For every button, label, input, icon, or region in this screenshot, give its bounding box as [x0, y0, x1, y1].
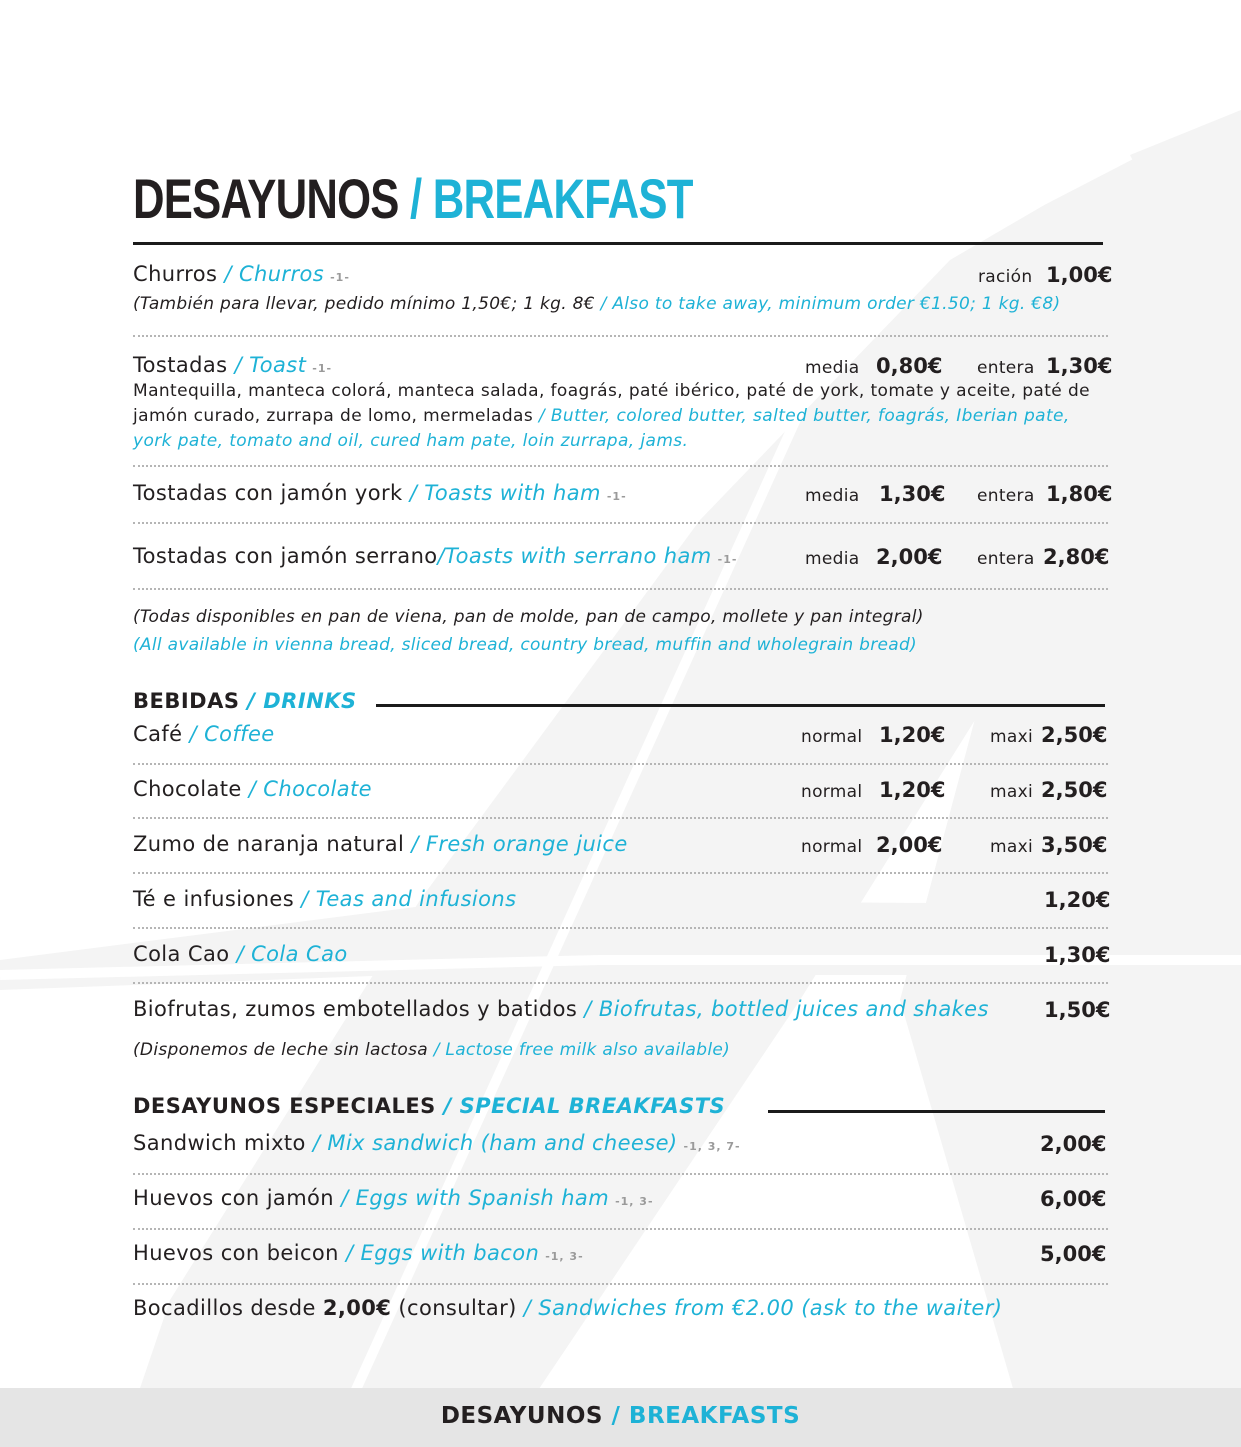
heading-en: / DRINKS	[247, 689, 357, 713]
price: 2,00€	[1040, 1132, 1107, 1156]
item-name-es: Bocadillos desde	[133, 1296, 316, 1320]
price-label: entera	[977, 549, 1035, 569]
section-rule	[376, 704, 1105, 707]
section-rule	[768, 1110, 1105, 1113]
menu-item-huevos-beicon	[133, 1241, 584, 1265]
divider	[133, 927, 1108, 929]
price-label: normal	[801, 782, 863, 802]
footer-title	[0, 1403, 1241, 1429]
item-name-es: Sandwich mixto	[133, 1131, 306, 1155]
footer-es: DESAYUNOS	[440, 1403, 603, 1429]
price-label: maxi	[990, 782, 1033, 802]
allergen-code: -1-	[312, 362, 333, 375]
price: 1,30€	[1046, 354, 1113, 378]
item-note-es: (consultar)	[398, 1296, 517, 1320]
divider	[133, 1173, 1108, 1175]
footer-en: / BREAKFASTS	[611, 1403, 801, 1429]
menu-item-zumo	[133, 832, 628, 856]
item-name-en: / Toast	[234, 353, 307, 377]
item-name-es: Cola Cao	[133, 942, 230, 966]
price-label: media	[805, 486, 860, 506]
menu-item-tostadas	[133, 353, 332, 377]
menu-item-biofrutas	[133, 997, 989, 1021]
item-name-es: Tostadas con jamón york	[133, 481, 403, 505]
tostadas-description	[133, 379, 1093, 454]
allergen-code: -1, 3, 7-	[683, 1140, 741, 1153]
menu-item-cafe	[133, 722, 275, 746]
divider	[133, 763, 1108, 765]
item-name-en: / Sandwiches from €2.00 (ask to the waiter)	[523, 1296, 1003, 1320]
divider	[133, 465, 1108, 467]
menu-item-sandwich	[133, 1131, 741, 1155]
divider	[133, 1228, 1108, 1230]
price-label: entera	[977, 358, 1035, 378]
price: 1,50€	[1044, 998, 1111, 1022]
bread-note-es: (Todas disponibles en pan de viena, pan de molde, pan de campo, mollete y pan integral)	[133, 607, 924, 627]
item-name-en: /Toasts with serrano ham	[437, 544, 712, 568]
title-es: DESAYUNOS	[133, 167, 399, 230]
section-heading-drinks	[133, 689, 357, 713]
allergen-code: -1, 3-	[545, 1250, 584, 1263]
item-name-en: / Cola Cao	[236, 942, 348, 966]
price: 1,20€	[1044, 888, 1111, 912]
item-name-en: / Coffee	[189, 722, 275, 746]
item-name-es: Churros	[133, 262, 218, 286]
menu-item-chocolate	[133, 777, 372, 801]
allergen-code: -1-	[717, 553, 738, 566]
menu-item-te	[133, 887, 516, 911]
heading-en: / SPECIAL BREAKFASTS	[443, 1094, 726, 1118]
price: 2,80€	[1043, 545, 1110, 569]
item-name-es: Tostadas	[133, 353, 228, 377]
price: 1,20€	[879, 723, 946, 747]
item-name-es: Zumo de naranja natural	[133, 832, 405, 856]
note-es: (También para llevar, pedido mínimo 1,50€; 1 kg. 8€	[133, 294, 595, 314]
price: 2,50€	[1041, 723, 1108, 747]
item-name-en: / Eggs with Spanish ham	[341, 1186, 610, 1210]
price-label: ración	[978, 267, 1033, 287]
divider	[133, 872, 1108, 874]
divider	[133, 522, 1108, 524]
item-name-es: Té e infusiones	[133, 887, 295, 911]
menu-item-tostadas-serrano	[133, 544, 737, 568]
price: 5,00€	[1040, 1242, 1107, 1266]
note-en: / Also to take away, minimum order €1.50; 1 kg. €8)	[600, 294, 1061, 314]
divider	[133, 817, 1108, 819]
churros-note	[133, 294, 1060, 314]
allergen-code: -1, 3-	[615, 1195, 654, 1208]
item-name-en: / Churros	[224, 262, 325, 286]
item-name-es: Biofrutas, zumos embotellados y batidos	[133, 997, 578, 1021]
item-name-en: / Chocolate	[248, 777, 372, 801]
allergen-code: -1-	[606, 490, 627, 503]
price: 2,50€	[1041, 778, 1108, 802]
price: 6,00€	[1040, 1187, 1107, 1211]
menu-item-churros	[133, 262, 350, 286]
price-label: maxi	[990, 727, 1033, 747]
price-label: media	[805, 549, 860, 569]
item-name-en: / Toasts with ham	[409, 481, 601, 505]
title-rule	[133, 242, 1103, 245]
price-label: entera	[977, 486, 1035, 506]
item-name-en: / Teas and infusions	[301, 887, 517, 911]
divider	[133, 335, 1108, 337]
menu-item-tostadas-york	[133, 481, 627, 505]
item-name-es: Tostadas con jamón serrano	[133, 544, 438, 568]
page-title	[133, 166, 693, 231]
price: 1,30€	[879, 482, 946, 506]
price: 0,80€	[876, 354, 943, 378]
price-label: maxi	[990, 837, 1033, 857]
item-name-en: / Mix sandwich (ham and cheese)	[312, 1131, 678, 1155]
price: 3,50€	[1041, 833, 1108, 857]
item-name-es: Café	[133, 722, 183, 746]
price-label: normal	[801, 837, 863, 857]
price: 1,30€	[1044, 943, 1111, 967]
price: 2,00€	[322, 1296, 392, 1320]
item-name-en: / Fresh orange juice	[411, 832, 628, 856]
item-name-es: Chocolate	[133, 777, 242, 801]
price-label: normal	[801, 727, 863, 747]
heading-es: BEBIDAS	[133, 689, 240, 713]
price: 1,80€	[1046, 482, 1113, 506]
item-name-es: Huevos con beicon	[133, 1241, 339, 1265]
description-en: / Butter, colored butter, salted butter, foagrás, Iberian pate, york pate, tomato and oil, cured ham pate, loin zurrapa, jams.	[133, 406, 1070, 451]
bread-note-en: (All available in vienna bread, sliced bread, country bread, muffin and wholegrain bread)	[133, 635, 917, 655]
section-heading-special	[133, 1094, 725, 1118]
price: 2,00€	[876, 833, 943, 857]
item-name-en: / Eggs with bacon	[345, 1241, 540, 1265]
menu-item-colacao	[133, 942, 348, 966]
note-es: (Disponemos de leche sin lactosa	[133, 1040, 428, 1060]
note-en: / Lactose free milk also available)	[433, 1040, 731, 1060]
price: 1,00€	[1046, 263, 1113, 287]
description-es: Mantequilla, manteca colorá, manteca salada, foagrás, paté ibérico, paté de york, tomate y aceite, paté de jamón curado, zurrapa de lomo, mermeladas	[133, 381, 1090, 426]
price: 2,00€	[876, 545, 943, 569]
item-name-en: / Biofrutas, bottled juices and shakes	[584, 997, 989, 1021]
allergen-code: -1-	[330, 271, 350, 284]
divider	[133, 1283, 1108, 1285]
menu-item-huevos-jamon	[133, 1186, 654, 1210]
price: 1,20€	[879, 778, 946, 802]
title-en: / BREAKFAST	[410, 167, 693, 230]
divider	[133, 982, 1108, 984]
heading-es: DESAYUNOS ESPECIALES	[133, 1094, 436, 1118]
divider	[133, 588, 1108, 590]
milk-note	[133, 1040, 730, 1060]
item-name-es: Huevos con jamón	[133, 1186, 335, 1210]
price-label: media	[805, 358, 860, 378]
menu-item-bocadillos	[133, 1296, 1002, 1320]
